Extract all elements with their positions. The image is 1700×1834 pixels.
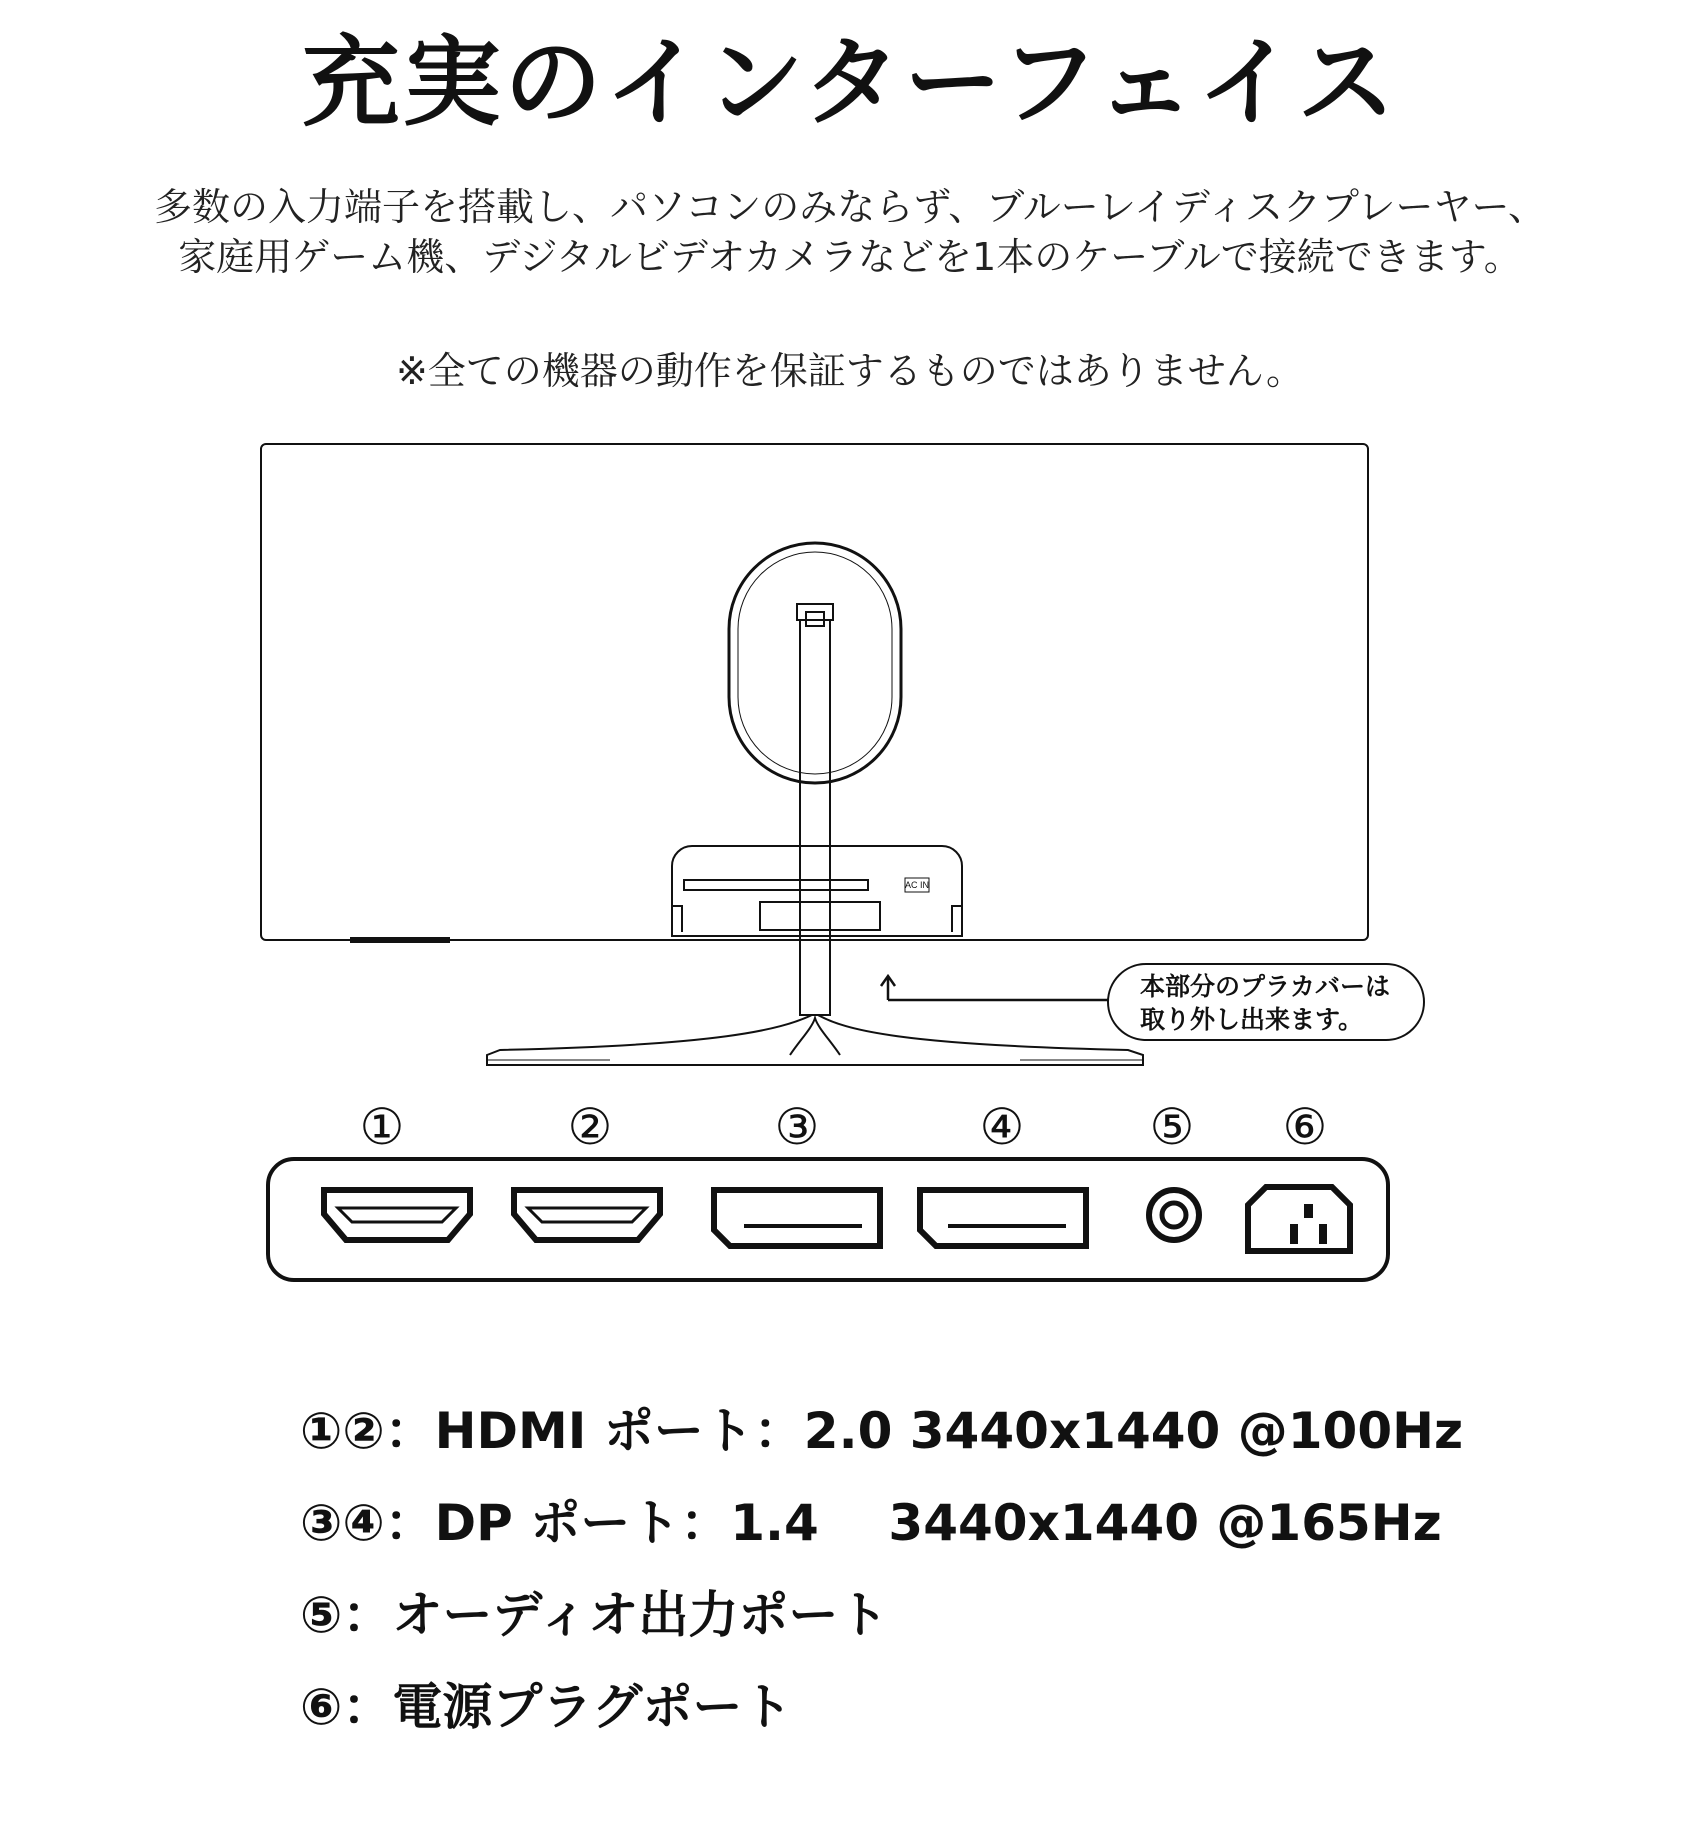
port-number-6: ⑥	[1282, 1098, 1328, 1156]
port-number-5: ⑤	[1149, 1098, 1195, 1156]
hdmi-port-icon	[324, 1190, 470, 1240]
io-panel-frame	[268, 1159, 1388, 1280]
power-plug-icon	[1248, 1187, 1350, 1251]
hdmi-port-icon	[514, 1190, 660, 1240]
legend-hdmi: ①②：HDMI ポート：2.0 3440x1440 @100Hz	[300, 1402, 1464, 1460]
port-number-1: ①	[359, 1098, 405, 1156]
legend-power: ⑥：電源プラグポート	[300, 1678, 793, 1736]
ac-in-label: AC IN	[904, 880, 930, 890]
legend-audio: ⑤：オーディオ出力ポート	[300, 1586, 889, 1644]
callout-text-line-2: 取り外し出来ます。	[1140, 1005, 1364, 1034]
page-title: 充実のインターフェイス	[301, 26, 1399, 140]
disclaimer-note: ※全ての機器の動作を保証するものではありません。	[395, 349, 1305, 393]
displayport-icon	[714, 1190, 880, 1246]
audio-jack-icon	[1149, 1190, 1199, 1240]
displayport-icon	[920, 1190, 1086, 1246]
port-legend	[300, 1385, 1463, 1753]
callout-text-line-1: 本部分のプラカバーは	[1140, 972, 1391, 1001]
port-number-2: ②	[567, 1098, 613, 1156]
port-number-4: ④	[979, 1098, 1025, 1156]
legend-dp: ③④：DP ポート：1.4 3440x1440 @165Hz	[300, 1494, 1442, 1552]
description-line-1: 多数の入力端子を搭載し、パソコンのみならず、ブルーレイディスクプレーヤー、	[154, 185, 1546, 229]
port-number-3: ③	[774, 1098, 820, 1156]
description-line-2: 家庭用ゲーム機、デジタルビデオカメラなどを1本のケーブルで接続できます。	[178, 235, 1522, 279]
